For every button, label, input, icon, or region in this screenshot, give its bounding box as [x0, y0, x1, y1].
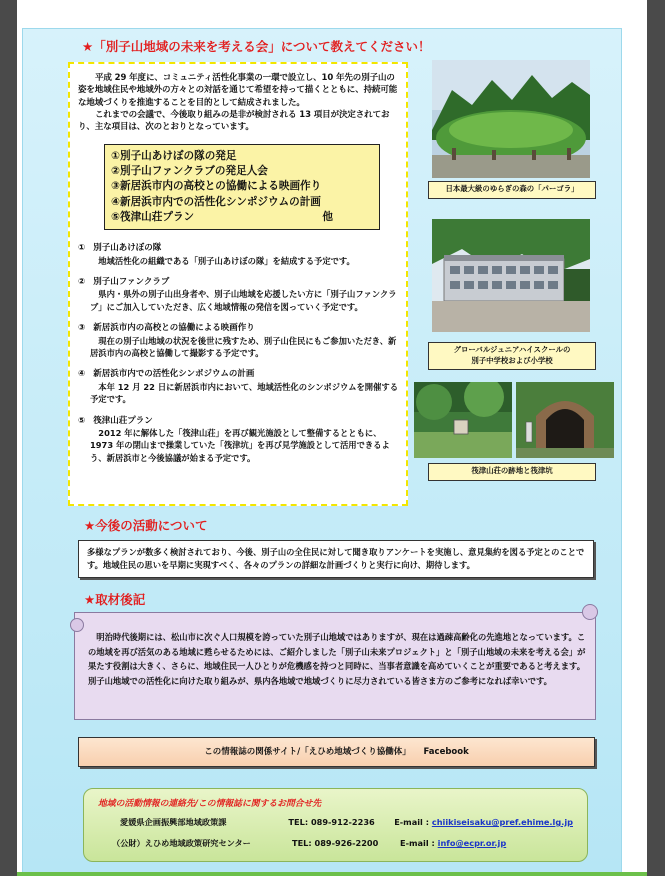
contact-tel: TEL: 089-912-2236 — [288, 817, 375, 827]
plan-row: ①別子山あけぼの隊の発足 — [111, 149, 237, 162]
school-caption — [428, 342, 596, 370]
future-heading: ★今後の活動について — [84, 518, 208, 533]
contact-org: 愛媛県企画振興部地域政策課 — [120, 817, 227, 827]
plan-row: ②別子山ファンクラブの発足人会 — [111, 164, 268, 177]
afterword-scroll — [70, 602, 600, 722]
right-edge — [647, 0, 665, 876]
item-body: 現在の別子山地域の状況を後世に残すため、別子山住民にもご参加いただき、新居浜市内の高校と協働して撮影する予定です。 — [90, 335, 397, 359]
item-body: 2012 年に解体した「筏津山荘」を再び観光施設として整備するとともに、1973 年の閉山まで操業していた「筏津坑」を再び見学施設として活用できるよう、新居浜市と今後協議が始まる予定です。 — [90, 427, 390, 463]
future-text-box: 多様なプランが数多く検討されており、今後、別子山の全住民に対して聞き取りアンケートを実施し、意見集約を図る予定とのことです。地域住民の思いを早期に実現すべく、各々のプランの詳細な計画づくりと実行に向け、期待します。 — [78, 540, 594, 578]
contact-mail-label: E-mail : — [394, 817, 429, 827]
school-caption-line-1: グローバルジュニアハイスクールの — [453, 345, 571, 354]
plan-item — [78, 276, 398, 313]
intro-paragraph-1: 平成 29 年度に、コミュニティ活性化事業の一環で設立し、10 年先の別子山の姿を地域住民や地域外の方々との対話を通じて希望を持って描くとともに、持続可能な地域づくりを推進することを目的として結成されました。 — [78, 73, 398, 108]
ruins-tunnel-photo — [516, 382, 614, 458]
item-title: 別子山ファンクラブ — [93, 277, 170, 288]
contact-mail-label: E-mail : — [400, 838, 435, 848]
plan-etc: 他 — [322, 211, 333, 223]
contact-mail — [400, 838, 506, 849]
ruins-site-photo — [414, 382, 512, 458]
item-body: 県内・県外の別子山出身者や、別子山地域を応援したい方に「別子山ファンクラブ」にご加入していただき、広く地域情報の発信を図っていく予定です。 — [90, 289, 397, 312]
item-number: ① — [78, 243, 86, 254]
school-photo — [432, 219, 590, 332]
afterword-heading: ★取材後記 — [84, 592, 146, 607]
plan-row-text: ⑤筏津山荘プラン — [111, 211, 195, 223]
pergola-photo — [432, 60, 590, 178]
ruins-caption: 筏津山荘の跡地と筏津坑 — [428, 463, 596, 481]
plan-item — [78, 415, 398, 465]
related-site-bar: この情報誌の関係サイト/「えひめ地域づくり協働体」 Facebook — [78, 737, 595, 767]
school-caption-line-2: 別子中学校および小学校 — [471, 355, 553, 365]
scroll-curl-right — [582, 604, 598, 620]
item-number: ② — [78, 277, 86, 288]
contact-mail-link[interactable]: info@ecpr.or.jp — [437, 838, 507, 848]
plan-item — [78, 242, 398, 267]
contact-mail — [394, 817, 573, 828]
item-number: ③ — [78, 323, 86, 334]
contact-row — [98, 838, 573, 849]
contact-tel: TEL: 089-926-2200 — [292, 838, 379, 848]
item-title: 新居浜市内の高校との協働による映画作り — [93, 323, 255, 334]
intro-box — [68, 62, 408, 506]
item-title: 新居浜市内での活性化シンポジウムの計画 — [93, 369, 255, 380]
item-body: 地域活性化の組織である「別子山あけぼの隊」を結成する予定です。 — [98, 255, 355, 266]
scroll-curl-left — [70, 618, 84, 632]
contact-title: 地域の活動情報の連絡先/この情報誌に関するお問合せ先 — [98, 799, 322, 809]
plan-row: ④新居浜市内での活性化シンポジウムの計画 — [111, 195, 321, 208]
plan-item — [78, 322, 398, 359]
plan-row: ③新居浜市内の高校との協働による映画作り — [111, 180, 322, 193]
item-body: 本年 12 月 22 日に新居浜市内において、地域活性化のシンポジウムを開催する予定です。 — [90, 381, 398, 405]
pergola-caption: 日本最大級のゆらぎの森の「パーゴラ」 — [428, 181, 596, 199]
bottom-green-strip — [17, 872, 647, 876]
plan-item — [78, 368, 398, 405]
contact-org: （公財）えひめ地域政策研究センター — [112, 838, 251, 848]
plan-row-last — [111, 210, 373, 225]
main-heading: ★「別子山地域の未来を考える会」について教えてください！ — [82, 39, 431, 54]
contact-mail-link[interactable]: chiikiseisaku@pref.ehime.lg.jp — [431, 817, 573, 827]
intro-paragraph-2: これまでの会議で、今後取り組みの是非が検討される 13 項目が決定されており、主な項目は、次のとおりとなっています。 — [78, 109, 390, 133]
item-number: ⑤ — [78, 415, 86, 426]
item-title: 筏津山荘プラン — [93, 415, 153, 426]
item-number: ④ — [78, 369, 86, 380]
contact-box — [83, 788, 588, 862]
contact-row — [98, 817, 573, 828]
plan-list-box — [104, 144, 380, 231]
item-title: 別子山あけぼの隊 — [93, 243, 162, 254]
afterword-text: 明治時代後期には、松山市に次ぐ人口規模を誇っていた別子山地域ではありますが、現在は過疎高齢化の先進地となっています。この地域を再び活気のある地域に甦らせるためには、ご紹介しました「別子山未来プロジェクト」と「別子山地域の未来を考える会」が果たす役割は大きく、さらに、地域住民一人ひとりが危機感を持つと同時に、当事者意識を高めていくことが重要であると考えます。別子山地域での活性化に向けた取り組みが、県内各地域で地域づくりに尽力されている皆さま方のご参考になれば幸いです。 — [88, 632, 586, 686]
